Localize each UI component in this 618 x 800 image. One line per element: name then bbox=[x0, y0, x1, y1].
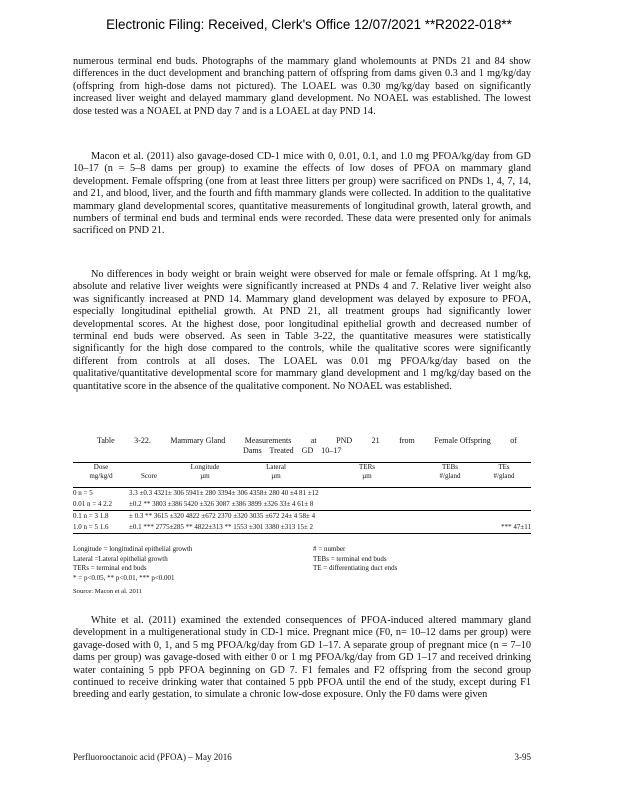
filing-header: Electronic Filing: Received, Clerk's Office 12/07/2021 **R2022-018** bbox=[106, 17, 512, 32]
header-longitude: Longitude µm bbox=[190, 463, 220, 480]
title-word: Measurements bbox=[244, 436, 292, 445]
footer-document-title: Perfluorooctanoic acid (PFOA) – May 2016 bbox=[73, 752, 232, 762]
header-tes: TEs #/gland bbox=[493, 463, 515, 480]
table-row bbox=[73, 510, 531, 522]
header-lateral: Lateral µm bbox=[266, 463, 286, 480]
cell-values: ±0.1 *** 2775±285 ** 4822±313 ** 1553 ±301 3380 ±313 15± 2 bbox=[129, 523, 314, 531]
title-word: from bbox=[399, 436, 415, 445]
title-word: at bbox=[310, 436, 317, 445]
table-row bbox=[73, 488, 531, 499]
table-title bbox=[97, 436, 517, 456]
measurements-table bbox=[73, 462, 531, 534]
cell-dose: 0.01 n = 4 2.2 bbox=[73, 500, 112, 508]
paragraph-4: White et al. (2011) examined the extended consequences of PFOA-induced altered mammary gland development in a multigenerational study in CD-1 mice. Pregnant mice (F0, n= 10–12 dams per group) were gavage-dosed with 0, 1, and 5 mg PFOA/kg/day from GD 1–17. A separate group of pregnant mice (n = 7–10 dams per group) was gavage-dosed with either 0 or 1 mg PFOA/kg/day from GD 1–17 and received drinking water containing 5 ppb PFOA beginning on GD 7. F1 females and F2 offspring from the second group continued to receive drinking water that contained 5 ppb PFOA until the end of the study, except during F1 breeding and early gestation, to simulate a chronic low-dose exposure. Only the F0 dams were given bbox=[73, 615, 531, 701]
table-footnotes bbox=[73, 545, 531, 597]
title-word: Table bbox=[97, 436, 115, 445]
footnote-longitude: Longitude = longitudinal epithelial growth bbox=[73, 545, 193, 553]
cell-dose: 0 n = 5 bbox=[73, 489, 93, 497]
cell-values: ±0.2 ** 3803 ±386 5420 ±326 3087 ±386 3899 ±326 33± 4 61± 8 bbox=[129, 500, 314, 508]
title-word: 21 bbox=[371, 436, 380, 445]
footnote-number: # = number bbox=[313, 545, 346, 553]
cell-dose: 0.1 n = 3 1.8 bbox=[73, 512, 109, 520]
page-number: 3-95 bbox=[514, 752, 531, 762]
paragraph-1: numerous terminal end buds. Photographs of the mammary gland wholemounts at PNDs 21 and 84 show differences in the duct development and branching pattern of offspring from dams given 0.3 and 1 mg/kg/day (offspring from high-dose dams not pictured). The LOAEL was 0.30 mg/kg/day based on significantly increased liver weight and delayed mammary gland development. No NOAEL was established. The lowest dose tested was a NOAEL at PND day 7 and is a LOAEL at day PND 14. bbox=[73, 56, 531, 117]
cell-tail: *** 47±11 bbox=[501, 523, 531, 531]
table-row bbox=[73, 522, 531, 533]
header-score: Score bbox=[141, 472, 157, 480]
table-header-row bbox=[73, 463, 531, 488]
table-source: Source: Macon et al. 2011 bbox=[73, 588, 143, 596]
paragraph-2: Macon et al. (2011) also gavage-dosed CD-1 mice with 0, 0.01, 0.1, and 1.0 mg PFOA/kg/day from GD 10–17 (n = 5–8 dams per group) to examine the effects of low doses of PFOA on mammary gland development. Female offspring (one from at least three litters per group) were sacrificed on PNDs 1, 4, 7, 14, and 21, and blood, liver, and the fourth and fifth mammary glands were collected. In addition to the qualitative mammary gland developmental scores, quantitative measurements of longitudinal growth, lateral growth, and numbers of terminal end buds and terminal ends were recorded. These data were presented only for animals sacrificed on PND 21. bbox=[73, 151, 531, 237]
header-tebs: TEBs #/gland bbox=[439, 463, 461, 480]
title-word: 3-22. bbox=[134, 436, 151, 445]
header-ters: TERs µm bbox=[359, 463, 375, 480]
cell-values: ± 0.3 ** 3615 ±320 4822 ±672 2370 ±320 3035 ±672 24± 4 58± 4 bbox=[129, 512, 316, 520]
title-word: of bbox=[510, 436, 517, 445]
cell-values: 3.3 ±0.3 4321± 306 5941± 280 3394± 306 4358± 280 40 ±4 81 ±12 bbox=[129, 489, 319, 497]
table-row bbox=[73, 499, 531, 510]
table-title-row-2: Dams Treated GD 10–17 bbox=[243, 446, 342, 455]
footnote-lateral: Lateral =Lateral epithelial growth bbox=[73, 554, 168, 563]
footnote-tebs: TEBs = terminal end buds bbox=[313, 554, 387, 563]
page-footer bbox=[73, 752, 531, 762]
title-word: Female Offspring bbox=[434, 436, 491, 445]
title-word: Mammary Gland bbox=[170, 436, 226, 445]
table-title-row-1 bbox=[97, 436, 517, 446]
paragraph-3: No differences in body weight or brain weight were observed for male or female offspring. At 1 mg/kg, absolute and relative liver weights were significantly increased at PNDs 4 and 7. Relative liver weight also was significantly increased at PND 14. Mammary gland development was delayed by exposure to PFOA, especially longitudinal epithelial growth. At PND 21, all treatment groups had significantly lower developmental scores. At the highest dose, poor longitudinal epithelial growth and decreased number of terminal end buds were observed. As seen in Table 3-22, the quantitative measures were statistically significantly for the high dose compared to the controls, while the qualitative scores were significantly different from controls at all doses. The LOAEL was 0.01 mg PFOA/kg/day based on the qualitative/quantitative developmental score for mammary gland development and 1 mg/kg/day based on the quantitative score in the absence of the qualitative component. No NOAEL was established. bbox=[73, 269, 531, 392]
footnote-significance: * = p<0.05, ** p<0.01, *** p<0.001 bbox=[73, 573, 175, 582]
footnote-ters: TERs = terminal end buds bbox=[73, 564, 147, 573]
footnote-te: TE = differentiating duct ends bbox=[313, 564, 398, 573]
cell-dose: 1.0 n = 5 1.6 bbox=[73, 523, 109, 531]
header-dose: Dose mg/kg/d bbox=[89, 463, 113, 480]
title-word: PND bbox=[336, 436, 353, 445]
